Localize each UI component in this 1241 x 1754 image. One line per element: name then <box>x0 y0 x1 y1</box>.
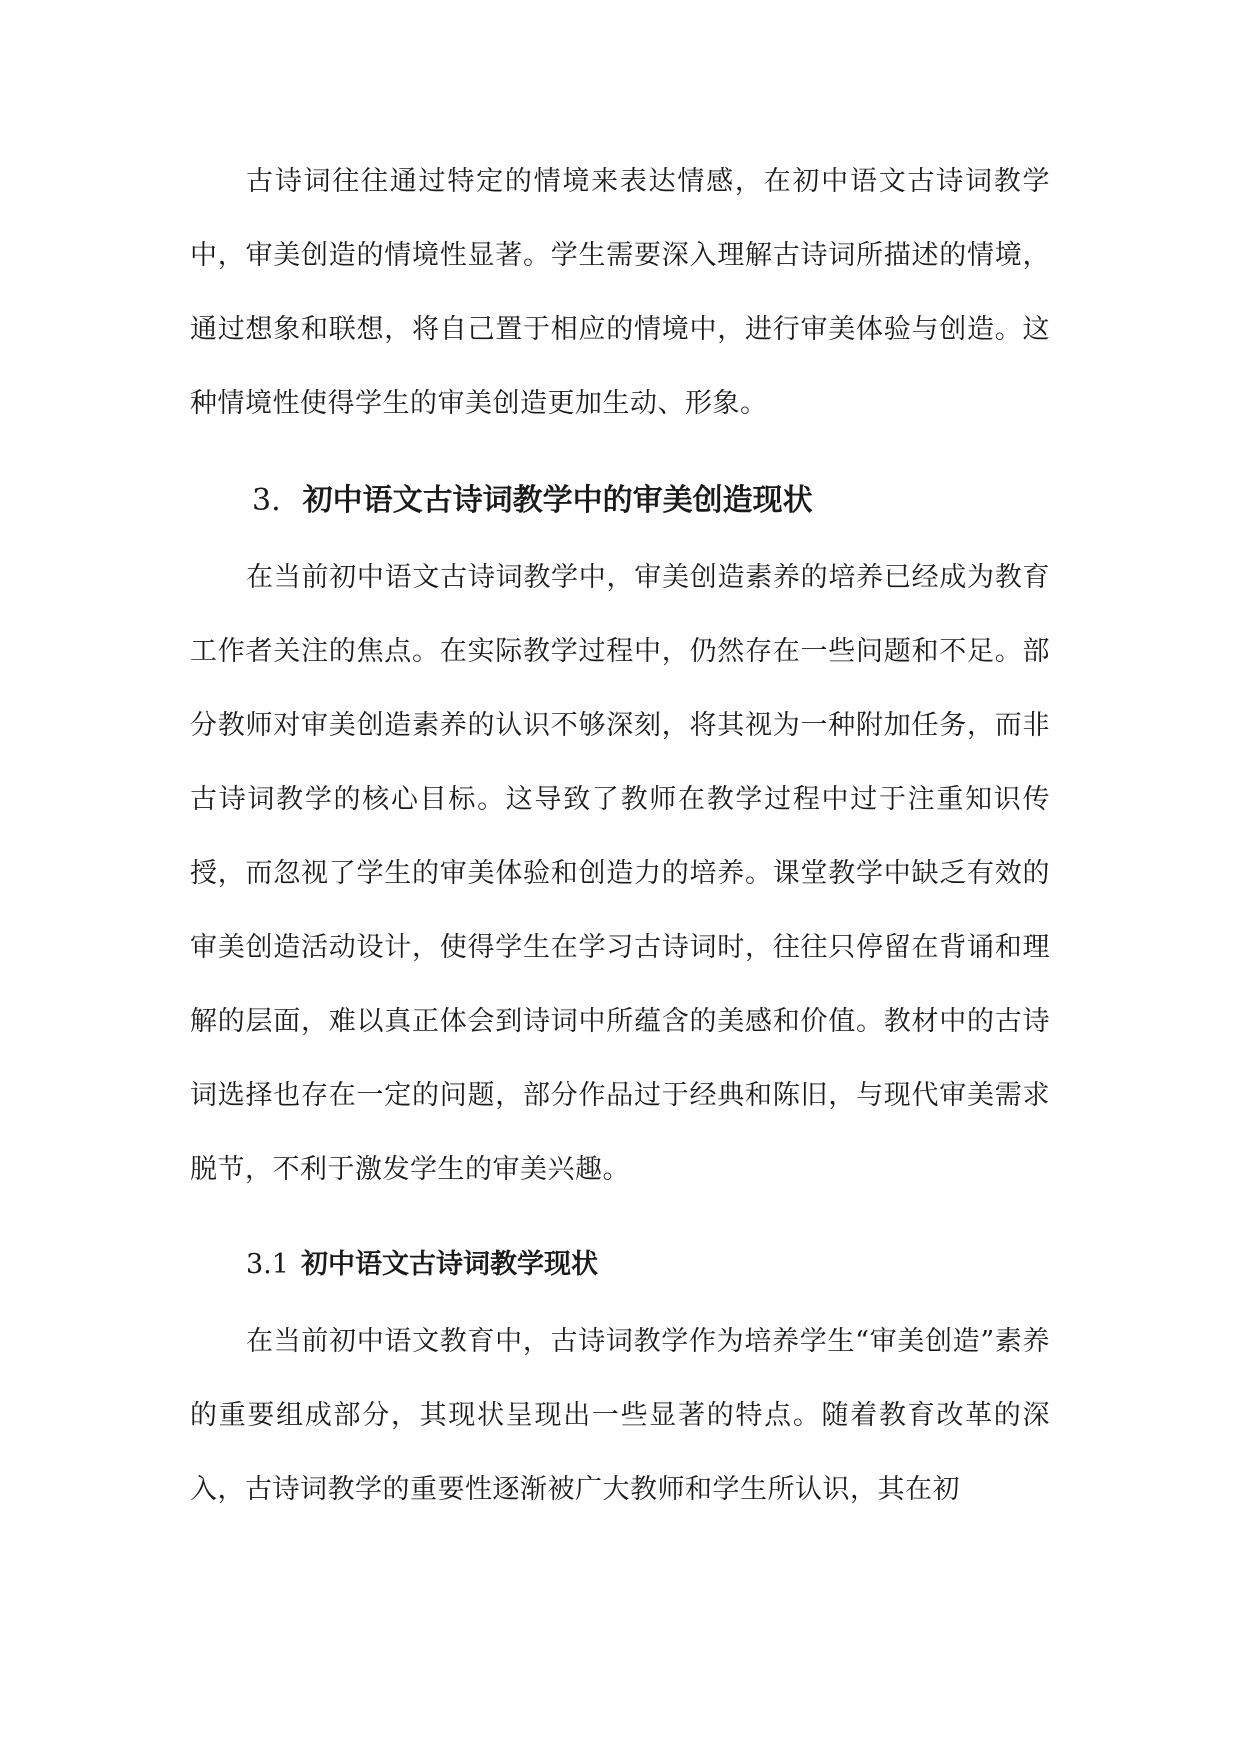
document-page <box>190 145 1050 1527</box>
paragraph-situational-aesthetics: 古诗词往往通过特定的情境来表达情感，在初中语文古诗词教学中，审美创造的情境性显著。学生需要深入理解古诗词所描述的情境，通过想象和联想，将自己置于相应的情境中，进行审美体验与创造。这种情境性使得学生的审美创造更加生动、形象。 <box>190 166 1050 419</box>
subsection-number: 3.1 <box>246 1249 289 1280</box>
section-number: 3. <box>252 483 281 518</box>
subsection-title: 初中语文古诗词教学现状 <box>300 1249 598 1280</box>
paragraph-teaching-status: 在当前初中语文教育中，古诗词教学作为培养学生“审美创造”素养的重要组成部分，其现状呈现出一些显著的特点。随着教育改革的深入，古诗词教学的重要性逐渐被广大教师和学生所认识，其在初 <box>190 1326 1050 1505</box>
section-title: 初中语文古诗词教学中的审美创造现状 <box>302 483 813 518</box>
section-heading-3 <box>190 471 1050 531</box>
paragraph-current-status: 在当前初中语文古诗词教学中，审美创造素养的培养已经成为教育工作者关注的焦点。在实际教学过程中，仍然存在一些问题和不足。部分教师对审美创造素养的认识不够深刻，将其视为一种附加任务，而非古诗词教学的核心目标。这导致了教师在教学过程中过于注重知识传授，而忽视了学生的审美体验和创造力的培养。课堂教学中缺乏有效的审美创造活动设计，使得学生在学习古诗词时，往往只停留在背诵和理解的层面，难以真正体会到诗词中所蕴含的美感和价值。教材中的古诗词选择也存在一定的问题，部分作品过于经典和陈旧，与现代审美需求脱节，不利于激发学生的审美兴趣。 <box>190 562 1050 1185</box>
section-heading-3-1 <box>190 1235 1050 1295</box>
